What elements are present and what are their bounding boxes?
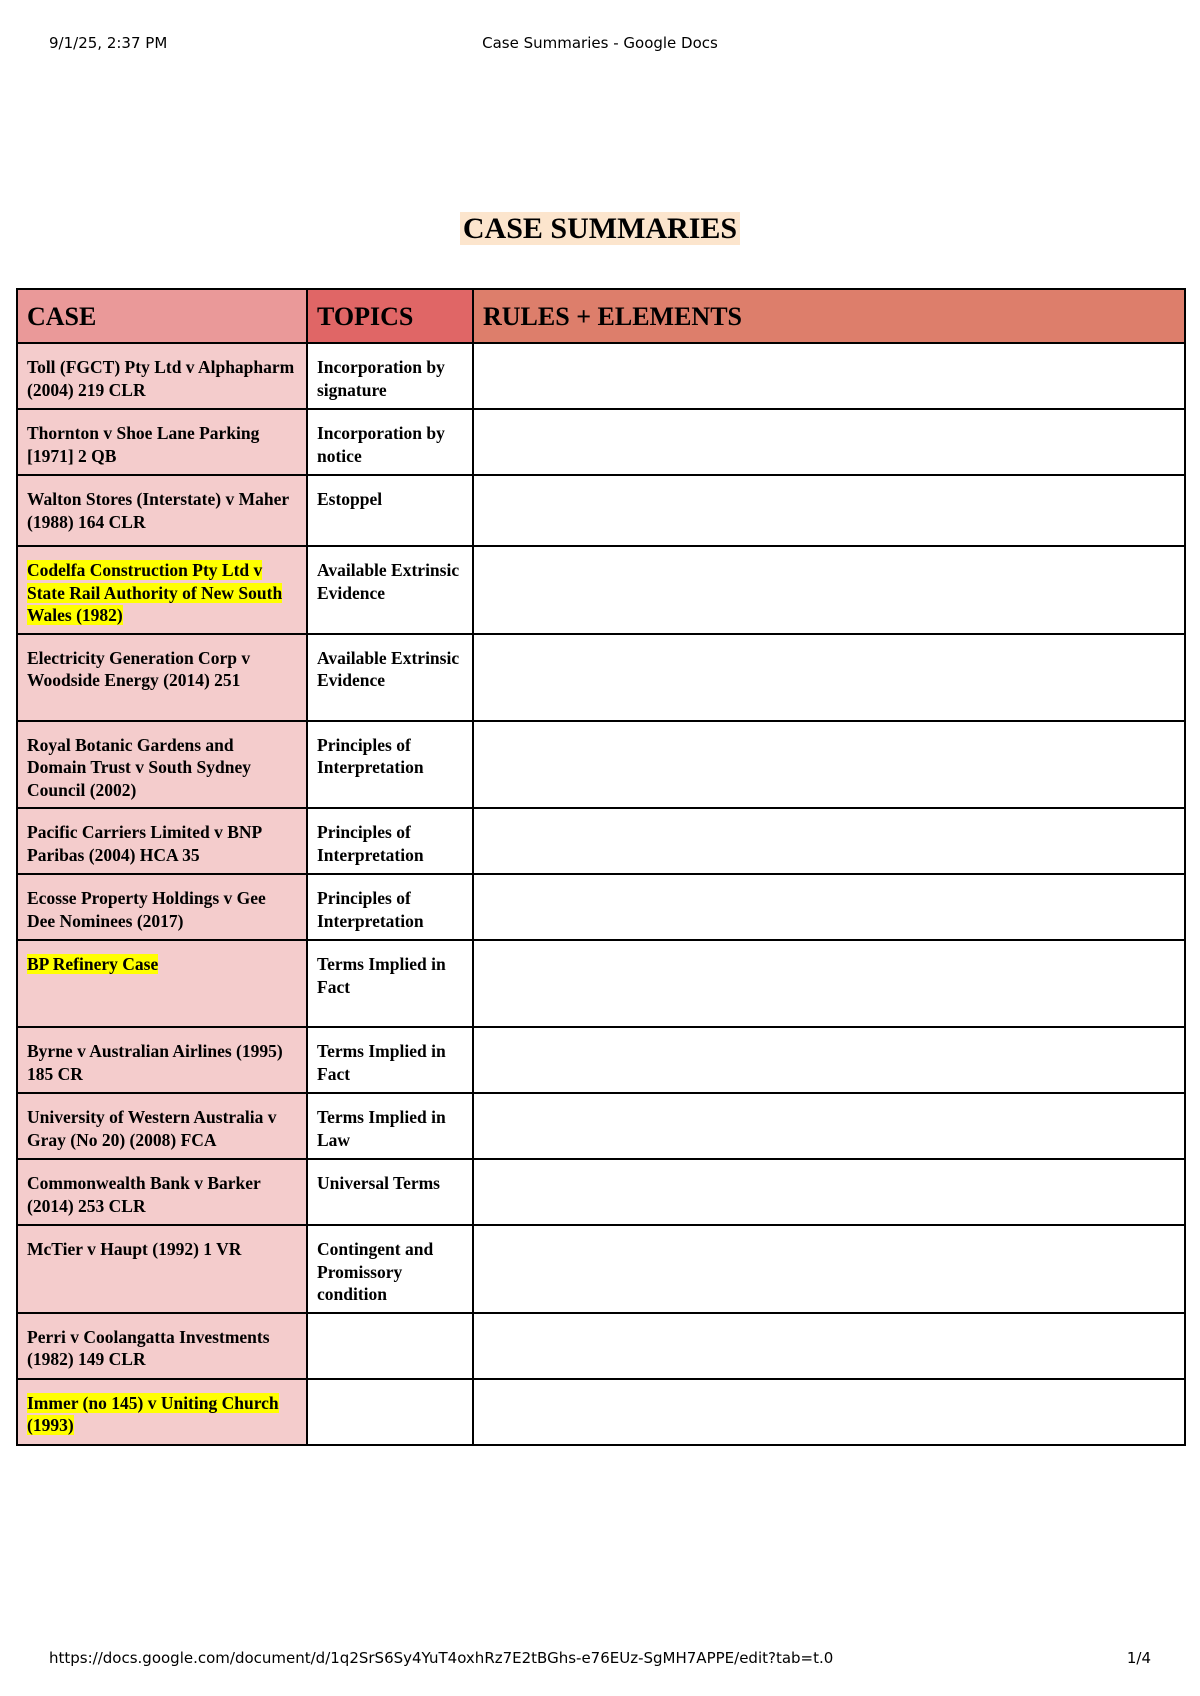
table-row	[17, 808, 1185, 874]
case-cell[interactable]	[17, 808, 307, 874]
rules-cell[interactable]	[473, 721, 1185, 809]
case-cell[interactable]	[17, 1225, 307, 1313]
topic-cell[interactable]: Available Extrinsic Evidence	[307, 634, 473, 721]
print-datetime: 9/1/25, 2:37 PM	[49, 34, 168, 52]
case-cell[interactable]	[17, 1379, 307, 1445]
case-name: Thornton v Shoe Lane Parking [1971] 2 QB	[27, 423, 260, 466]
print-page-number: 1/4	[1126, 1649, 1151, 1667]
case-name: Walton Stores (Interstate) v Maher (1988) 164 CLR	[27, 489, 289, 532]
case-name: Byrne v Australian Airlines (1995) 185 CR	[27, 1041, 283, 1084]
table-row	[17, 1313, 1185, 1379]
rules-cell[interactable]	[473, 1159, 1185, 1225]
topic-cell[interactable]: Principles of Interpretation	[307, 721, 473, 809]
case-name: Electricity Generation Corp v Woodside Energy (2014) 251	[27, 647, 251, 690]
case-summaries-table	[16, 288, 1186, 1446]
rules-cell[interactable]	[473, 343, 1185, 409]
rules-cell[interactable]	[473, 808, 1185, 874]
case-name: Pacific Carriers Limited v BNP Paribas (2004) HCA 35	[27, 822, 262, 865]
case-name: Toll (FGCT) Pty Ltd v Alphapharm (2004) 219 CLR	[27, 357, 295, 400]
rules-cell[interactable]	[473, 1093, 1185, 1159]
case-cell[interactable]	[17, 475, 307, 546]
case-cell[interactable]	[17, 546, 307, 634]
case-cell[interactable]	[17, 1093, 307, 1159]
case-cell[interactable]	[17, 409, 307, 475]
case-cell[interactable]	[17, 940, 307, 1027]
table-row	[17, 1379, 1185, 1445]
column-header-case: CASE	[17, 289, 307, 343]
rules-cell[interactable]	[473, 874, 1185, 940]
case-name: Ecosse Property Holdings v Gee Dee Nominees (2017)	[27, 888, 266, 931]
document-title	[0, 212, 1200, 246]
case-cell[interactable]	[17, 634, 307, 721]
case-name: University of Western Australia v Gray (No 20) (2008) FCA	[27, 1107, 277, 1150]
case-cell[interactable]	[17, 1027, 307, 1093]
topic-cell[interactable]: Universal Terms	[307, 1159, 473, 1225]
table-row	[17, 1093, 1185, 1159]
topic-cell[interactable]: Incorporation by notice	[307, 409, 473, 475]
topic-cell[interactable]: Incorporation by signature	[307, 343, 473, 409]
rules-cell[interactable]	[473, 475, 1185, 546]
table-row	[17, 874, 1185, 940]
print-page-title: Case Summaries - Google Docs	[482, 34, 718, 52]
topic-cell[interactable]: Principles of Interpretation	[307, 874, 473, 940]
case-name: McTier v Haupt (1992) 1 VR	[27, 1239, 242, 1259]
column-header-rules: RULES + ELEMENTS	[473, 289, 1185, 343]
topic-cell[interactable]	[307, 1313, 473, 1379]
case-cell[interactable]	[17, 721, 307, 809]
table-row	[17, 475, 1185, 546]
case-name: BP Refinery Case	[27, 954, 159, 974]
topic-cell[interactable]: Principles of Interpretation	[307, 808, 473, 874]
topic-cell[interactable]: Terms Implied in Fact	[307, 940, 473, 1027]
case-cell[interactable]	[17, 874, 307, 940]
topic-cell[interactable]: Available Extrinsic Evidence	[307, 546, 473, 634]
rules-cell[interactable]	[473, 1379, 1185, 1445]
table-row	[17, 1027, 1185, 1093]
case-name: Perri v Coolangatta Investments (1982) 149 CLR	[27, 1326, 270, 1369]
topic-cell[interactable]	[307, 1379, 473, 1445]
table-row	[17, 409, 1185, 475]
table-row	[17, 343, 1185, 409]
case-name: Codelfa Construction Pty Ltd v State Rail Authority of New South Wales (1982)	[27, 560, 283, 625]
case-cell[interactable]	[17, 1313, 307, 1379]
table-row	[17, 1225, 1185, 1313]
topic-cell[interactable]: Estoppel	[307, 475, 473, 546]
table-row	[17, 940, 1185, 1027]
case-cell[interactable]	[17, 343, 307, 409]
rules-cell[interactable]	[473, 1313, 1185, 1379]
case-name: Commonwealth Bank v Barker (2014) 253 CLR	[27, 1173, 261, 1216]
case-name: Immer (no 145) v Uniting Church (1993)	[27, 1392, 279, 1435]
table-row	[17, 721, 1185, 809]
rules-cell[interactable]	[473, 409, 1185, 475]
table-body	[17, 343, 1185, 1445]
topic-cell[interactable]: Contingent and Promissory condition	[307, 1225, 473, 1313]
rules-cell[interactable]	[473, 634, 1185, 721]
document-title-text: CASE SUMMARIES	[460, 212, 740, 245]
print-url: https://docs.google.com/document/d/1q2SrS6Sy4YuT4oxhRz7E2tBGhs-e76EUz-SgMH7APPE/edit?tab=t.0	[49, 1649, 834, 1667]
topic-cell[interactable]: Terms Implied in Fact	[307, 1027, 473, 1093]
rules-cell[interactable]	[473, 1225, 1185, 1313]
table-row	[17, 634, 1185, 721]
rules-cell[interactable]	[473, 940, 1185, 1027]
case-name: Royal Botanic Gardens and Domain Trust v South Sydney Council (2002)	[27, 734, 251, 800]
topic-cell[interactable]: Terms Implied in Law	[307, 1093, 473, 1159]
table-header-row	[17, 289, 1185, 343]
table-row	[17, 1159, 1185, 1225]
column-header-topics: TOPICS	[307, 289, 473, 343]
rules-cell[interactable]	[473, 1027, 1185, 1093]
case-cell[interactable]	[17, 1159, 307, 1225]
table-row	[17, 546, 1185, 634]
rules-cell[interactable]	[473, 546, 1185, 634]
